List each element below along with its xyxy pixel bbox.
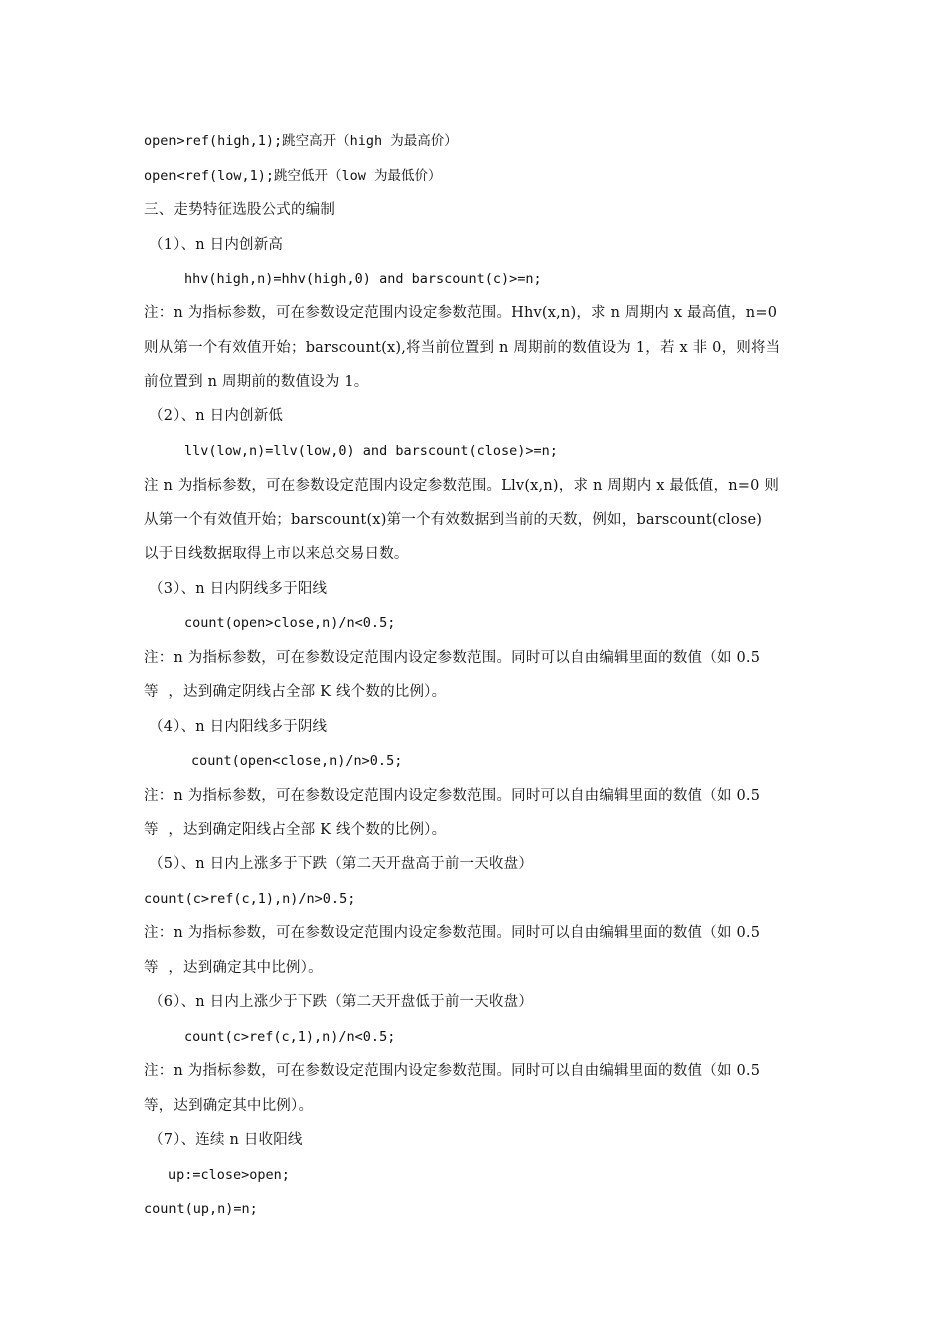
subheading-7: （7）、连续 n 日收阳线: [149, 1132, 303, 1148]
subheading-6: （6）、n 日内上涨少于下跌（第二天开盘低于前一天收盘）: [149, 994, 534, 1010]
section-heading: 三、走势特征选股公式的编制: [144, 202, 336, 218]
subheading-3: （3）、n 日内阴线多于阳线: [149, 581, 328, 597]
note-2-line-3: 以于日线数据取得上市以来总交易日数。: [144, 546, 409, 562]
note-4-line-1: 注：n 为指标参数，可在参数设定范围内设定参数范围。同时可以自由编辑里面的数值（如 0.5: [144, 788, 761, 804]
note-2-line-2: 从第一个有效值开始；barscount(x)第一个有效数据到当前的天数，例如，barscount(close): [144, 512, 763, 528]
note-1-line-3: 前位置到 n 周期前的数值设为 1。: [144, 374, 369, 390]
note-1-line-2: 则从第一个有效值开始；barscount(x),将当前位置到 n 周期前的数值设为 1，若 x 非 0，则将当: [144, 340, 781, 356]
subheading-2: （2）、n 日内创新低: [149, 408, 284, 424]
formula-4: count(open<close,n)/n>0.5;: [191, 753, 403, 769]
note-2-line-1: 注 n 为指标参数，可在参数设定范围内设定参数范围。Llv(x,n)，求 n 周期内 x 最低值，n=0 则: [144, 478, 780, 494]
subheading-4: （4）、n 日内阳线多于阴线: [149, 719, 328, 735]
formula-2: llv(low,n)=llv(low,0) and barscount(close)>=n;: [184, 443, 558, 459]
formula-1: hhv(high,n)=hhv(high,0) and barscount(c)>=n;: [184, 271, 542, 287]
subheading-1: （1）、n 日内创新高: [149, 237, 284, 253]
formula-7-line-2: count(up,n)=n;: [144, 1201, 258, 1217]
note-3-line-2: 等 ，达到确定阴线占全部 K 线个数的比例）。: [144, 684, 447, 700]
formula-6: count(c>ref(c,1),n)/n<0.5;: [184, 1029, 396, 1045]
subheading-5: （5）、n 日内上涨多于下跌（第二天开盘高于前一天收盘）: [149, 856, 534, 872]
formula-3: count(open>close,n)/n<0.5;: [184, 615, 396, 631]
note-5-line-1: 注：n 为指标参数，可在参数设定范围内设定参数范围。同时可以自由编辑里面的数值（如 0.5: [144, 925, 761, 941]
note-4-line-2: 等 ，达到确定阳线占全部 K 线个数的比例）。: [144, 822, 447, 838]
note-6-line-1: 注：n 为指标参数，可在参数设定范围内设定参数范围。同时可以自由编辑里面的数值（如 0.5: [144, 1063, 761, 1079]
formula-5: count(c>ref(c,1),n)/n>0.5;: [144, 891, 356, 907]
note-6-line-2: 等，达到确定其中比例）。: [144, 1098, 314, 1114]
formula-gap-down: open<ref(low,1);跳空低开（low 为最低价）: [144, 168, 442, 184]
note-3-line-1: 注：n 为指标参数，可在参数设定范围内设定参数范围。同时可以自由编辑里面的数值（如 0.5: [144, 650, 761, 666]
formula-7-line-1: up:=close>open;: [168, 1167, 290, 1183]
note-5-line-2: 等 ，达到确定其中比例）。: [144, 960, 323, 976]
formula-gap-up: open>ref(high,1);跳空高开（high 为最高价）: [144, 133, 458, 149]
note-1-line-1: 注：n 为指标参数，可在参数设定范围内设定参数范围。Hhv(x,n)，求 n 周期内 x 最高值，n=0: [144, 305, 778, 321]
